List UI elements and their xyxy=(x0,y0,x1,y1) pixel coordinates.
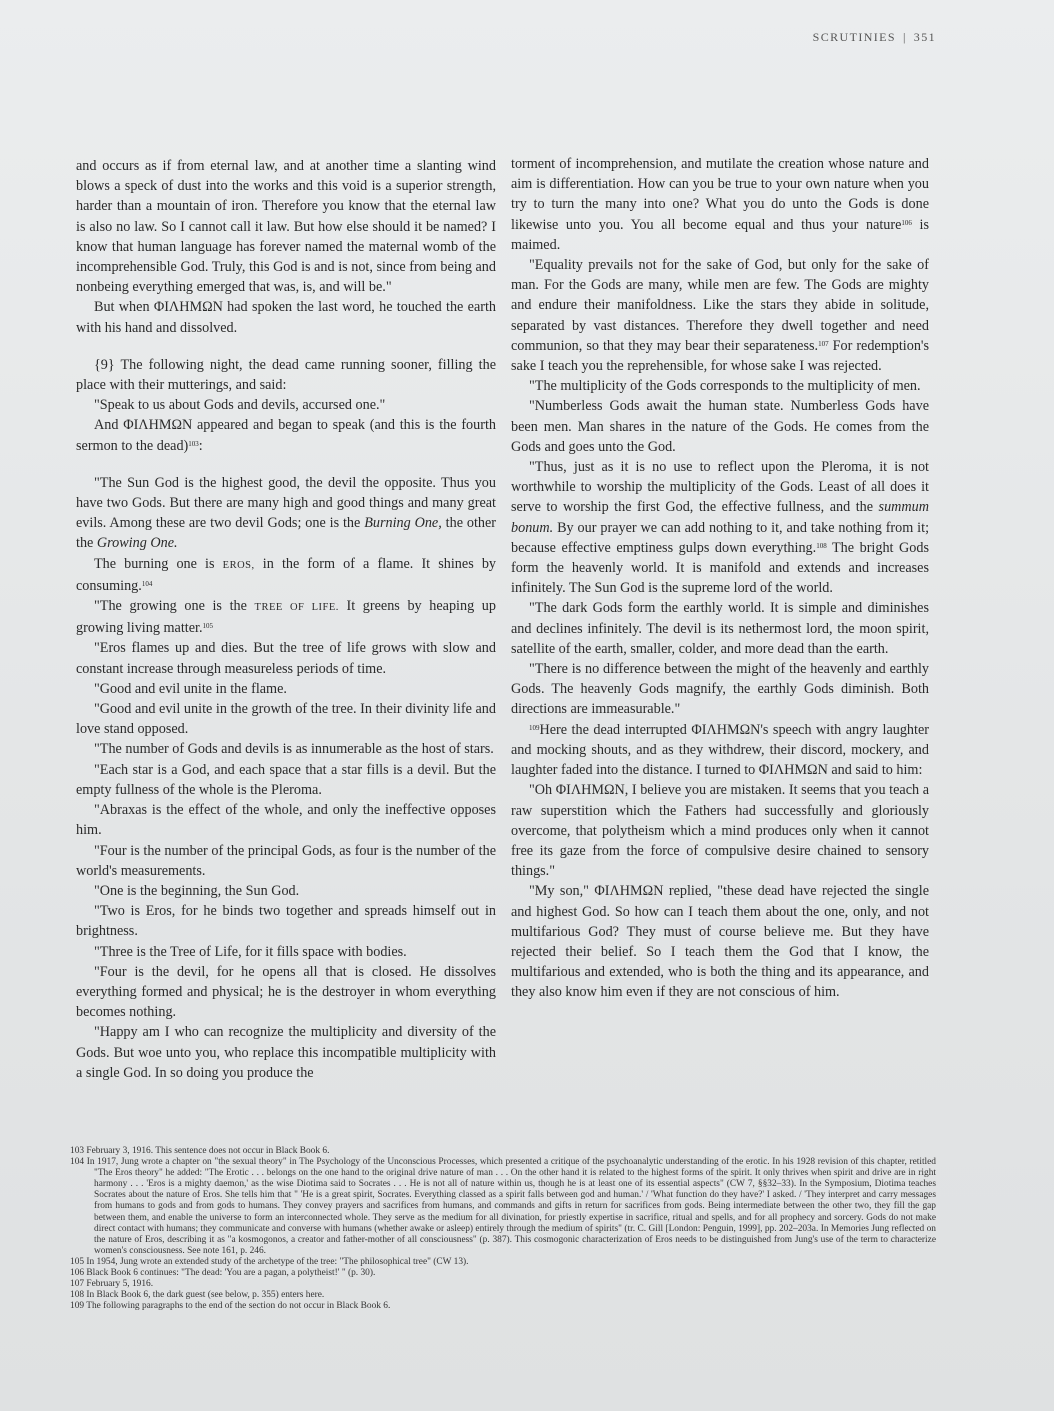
paragraph: "Eros flames up and dies. But the tree of life grows with slow and constant increase through measureless periods of time. xyxy=(76,640,496,677)
footnote-ref: 105 xyxy=(202,622,213,631)
paragraph: "One is the beginning, the Sun God. xyxy=(94,882,300,899)
paragraph: The burning one is EROS, in the form of a flame. It shines by consuming.$^{104}$ xyxy=(76,555,497,594)
paragraph: $^{109}$Here the dead interrupted ΦΙΛΗΜΩΝ's speech with angry laughter and mocking shouts, and as they withdrew, their discord, mockery, and laughter faded into the distance. I turned to ΦΙΛΗΜΩΝ and said to him: xyxy=(511,721,929,779)
paragraph: "There is no difference between the might of the heavenly and earthly Gods. The heavenly Gods magnify, the earthly Gods diminish. Both directions are immeasurable." xyxy=(511,661,929,718)
paragraph: "Numberless Gods await the human state. Numberless Gods have been men. Man shares in the nature of the Gods. He comes from the Gods and goes unto the God. xyxy=(511,398,929,455)
paragraph: "Three is the Tree of Life, for it fills space with bodies. xyxy=(94,943,407,960)
footnotes xyxy=(70,1146,936,1312)
paragraph: "The growing one is the TREE OF LIFE. It greens by heaping up growing living matter.$^{105}$ xyxy=(76,598,496,637)
running-header xyxy=(813,30,936,45)
paragraph: But when ΦΙΛΗΜΩΝ had spoken the last word, he touched the earth with his hand and dissolved. xyxy=(76,299,496,336)
paragraph: "Happy am I who can recognize the multiplicity and diversity of the Gods. But woe unto you, who replace this incompatible multiplicity with a single God. In so doing you produce the xyxy=(76,1024,496,1081)
paragraph: "The Sun God is the highest good, the devil the opposite. Thus you have two Gods. But there are many high and good things and many great evils. Among these are two devil Gods; one is the Burning One, the other the Growing One. xyxy=(76,474,497,552)
page-number: 351 xyxy=(913,30,936,44)
footnote: 105 In 1954, Jung wrote an extended study of the archetype of the tree: "The philosophical tree" (CW 13). xyxy=(70,1256,469,1267)
paragraph: "Four is the devil, for he opens all that is closed. He dissolves everything formed and physical; he is the destroyer in whom everything becomes nothing. xyxy=(76,963,496,1021)
paragraph: "Each star is a God, and each space that a star fills is a devil. But the empty fullness of the whole is the Pleroma. xyxy=(76,761,496,798)
paragraph: and occurs as if from eternal law, and at another time a slanting wind blows a speck of dust into the works and this void is a superior strength, harder than a mountain of iron. Therefore you know that the eternal law is also no law. So I cannot call it law. But how else should it be named? I know that human language has forever named the maternal womb of the incomprehensible God. Truly, this God is and is not, since from being and nonbeing everything emerged that was, is, and will be." xyxy=(76,158,496,296)
left-column xyxy=(76,156,496,1083)
paragraph: "Four is the number of the principal Gods, as four is the number of the world's measurements. xyxy=(76,842,496,879)
paragraph: "The number of Gods and devils is as innumerable as the host of stars. xyxy=(94,741,494,758)
paragraph: torment of incomprehension, and mutilate the creation whose nature and aim is differentiation. How can you be true to your own nature when you try to turn the many into one? What you do unto the Gods is done likewise unto you. You all become equal and thus your nature$^{106}$ is maimed. xyxy=(511,156,929,253)
paragraph: And ΦΙΛΗΜΩΝ appeared and began to speak (and this is the fourth sermon to the dead)$^{103}$: xyxy=(76,417,496,454)
paragraph: "Speak to us about Gods and devils, accursed one." xyxy=(94,397,386,414)
section-title: SCRUTINIES xyxy=(812,30,896,44)
paragraph: "Two is Eros, for he binds two together and spreads himself out in brightness. xyxy=(76,903,496,940)
footnote: 104 In 1917, Jung wrote a chapter on "the sexual theory" in The Psychology of the Unconscious Processes, which presented a critique of the psychoanalytic understanding of the erotic. In his 1928 revision of this chapter, retitled "The Eros theory" he added: "The Erotic . . . belongs on the one hand to the original drive nature of man . . . On the other hand it is related to the highest forms of the spirit. It only thrives when spirit and drive are in right harmony . . . 'Eros is a mighty daemon,' as the wise Diotima said to Socrates . . . He is not all of nature within us, though he is at least one of its essential aspects" (CW 7, §§32–33). In the Symposium, Diotima teaches Socrates about the nature of Eros. She tells him that " 'He is a great spirit, Socrates. Everything classed as a spirit falls between god and human.' / 'What function do they have?' I asked. / 'They interpret and carry messages from humans to gods and from gods to humans. They convey prayers and sacrifices from humans, and commands and gifts in return for sacrifices from gods. Being intermediate between the other two, they fill the gap between them, and enable the universe to form an interconnected whole. They serve as the medium for all divination, for priestly expertise in sacrifice, ritual and spells, and for all prophecy and sorcery. Gods do not make direct contact with humans; they communicate and converse with humans (whether awake or asleep) entirely through the medium of spirits" (tr. C. Gill [London: Penguin, 1999], pp. 202–203a. In Memories Jung reflected on the nature of Eros, describing it as "a kosmogonos, a creator and father-mother of all consciousness" (p. 387). This cosmogonic characterization of Eros needs to be distinguished from Jung's use of the term to characterize women's consciousness. See note 161, p. 246. xyxy=(70,1157,936,1256)
right-column xyxy=(511,154,929,1003)
paragraph: "My son," ΦΙΛΗΜΩΝ replied, "these dead have rejected the single and highest God. So how can I teach them about the one, only, and not multifarious God? They must of course believe me. But they have rejected their belief. So I teach them the God that I know, the multifarious and extended, who is both the thing and its appearance, and they also know him even if they are not conscious of him. xyxy=(511,883,929,1001)
paragraph: "Abraxas is the effect of the whole, and only the ineffective opposes him. xyxy=(76,802,496,839)
footnote-ref: 109 xyxy=(529,723,540,732)
footnote: 106 Black Book 6 continues: "The dead: 'You are a pagan, a polytheist!' " (p. 30). xyxy=(70,1268,376,1279)
paragraph: "The multiplicity of the Gods corresponds to the multiplicity of men. xyxy=(529,378,921,395)
paragraph: "The dark Gods form the earthly world. It is simple and diminishes and declines infinitely. The devil is its nethermost lord, the moon spirit, satellite of the earth, smaller, colder, and more dead than the earth. xyxy=(511,600,929,657)
footnote-ref: 104 xyxy=(141,579,153,588)
paragraph: "Good and evil unite in the flame. xyxy=(94,680,287,697)
footnote-ref: 107 xyxy=(818,339,829,348)
footnote: 103 February 3, 1916. This sentence does not occur in Black Book 6. xyxy=(70,1146,330,1156)
footnote: 109 The following paragraphs to the end of the section do not occur in Black Book 6. xyxy=(70,1301,391,1312)
footnote-ref: 103 xyxy=(188,439,199,448)
header-separator: | xyxy=(902,30,907,44)
paragraph: "Thus, just as it is no use to reflect upon the Pleroma, it is not worthwhile to worship the multiplicity of the Gods. Least of all does it serve to worship the first God, the effective fullness, and the summum bonum. By our prayer we can add nothing to it, and take nothing from it; because effective emptiness gulps down everything.$^{108}$ The bright Gods form the heavenly world. It is manifold and extends and increases infinitely. The Sun God is the supreme lord of the world. xyxy=(511,459,930,597)
footnote: 108 In Black Book 6, the dark guest (see below, p. 355) enters here. xyxy=(70,1290,325,1301)
footnote-ref: 106 xyxy=(901,218,912,227)
paragraph: "Oh ΦΙΛΗΜΩΝ, I believe you are mistaken. It seems that you teach a raw superstition which the Fathers had successfully and gloriously overcome, that polytheism which a mind produces only when it cannot free its gaze from the force of compulsive desire chained to sensory things." xyxy=(511,782,929,880)
footnote-ref: 108 xyxy=(816,541,827,550)
paragraph: "Equality prevails not for the sake of God, but only for the sake of man. For the Gods are many, while men are few. The Gods are mighty and endure their manifoldness. Like the stars they abide in solitude, separated by vast distances. Therefore they dwell together and need communion, so that they may bear their separateness.$^{107}$ For redemption's sake I teach you the reprehensible, for whose sake I was rejected. xyxy=(511,257,930,375)
paragraph: "Good and evil unite in the growth of the tree. In their divinity life and love stand opposed. xyxy=(76,701,496,738)
footnote: 107 February 5, 1916. xyxy=(70,1279,154,1290)
paragraph: {9} The following night, the dead came running sooner, filling the place with their mutterings, and said: xyxy=(76,356,496,394)
